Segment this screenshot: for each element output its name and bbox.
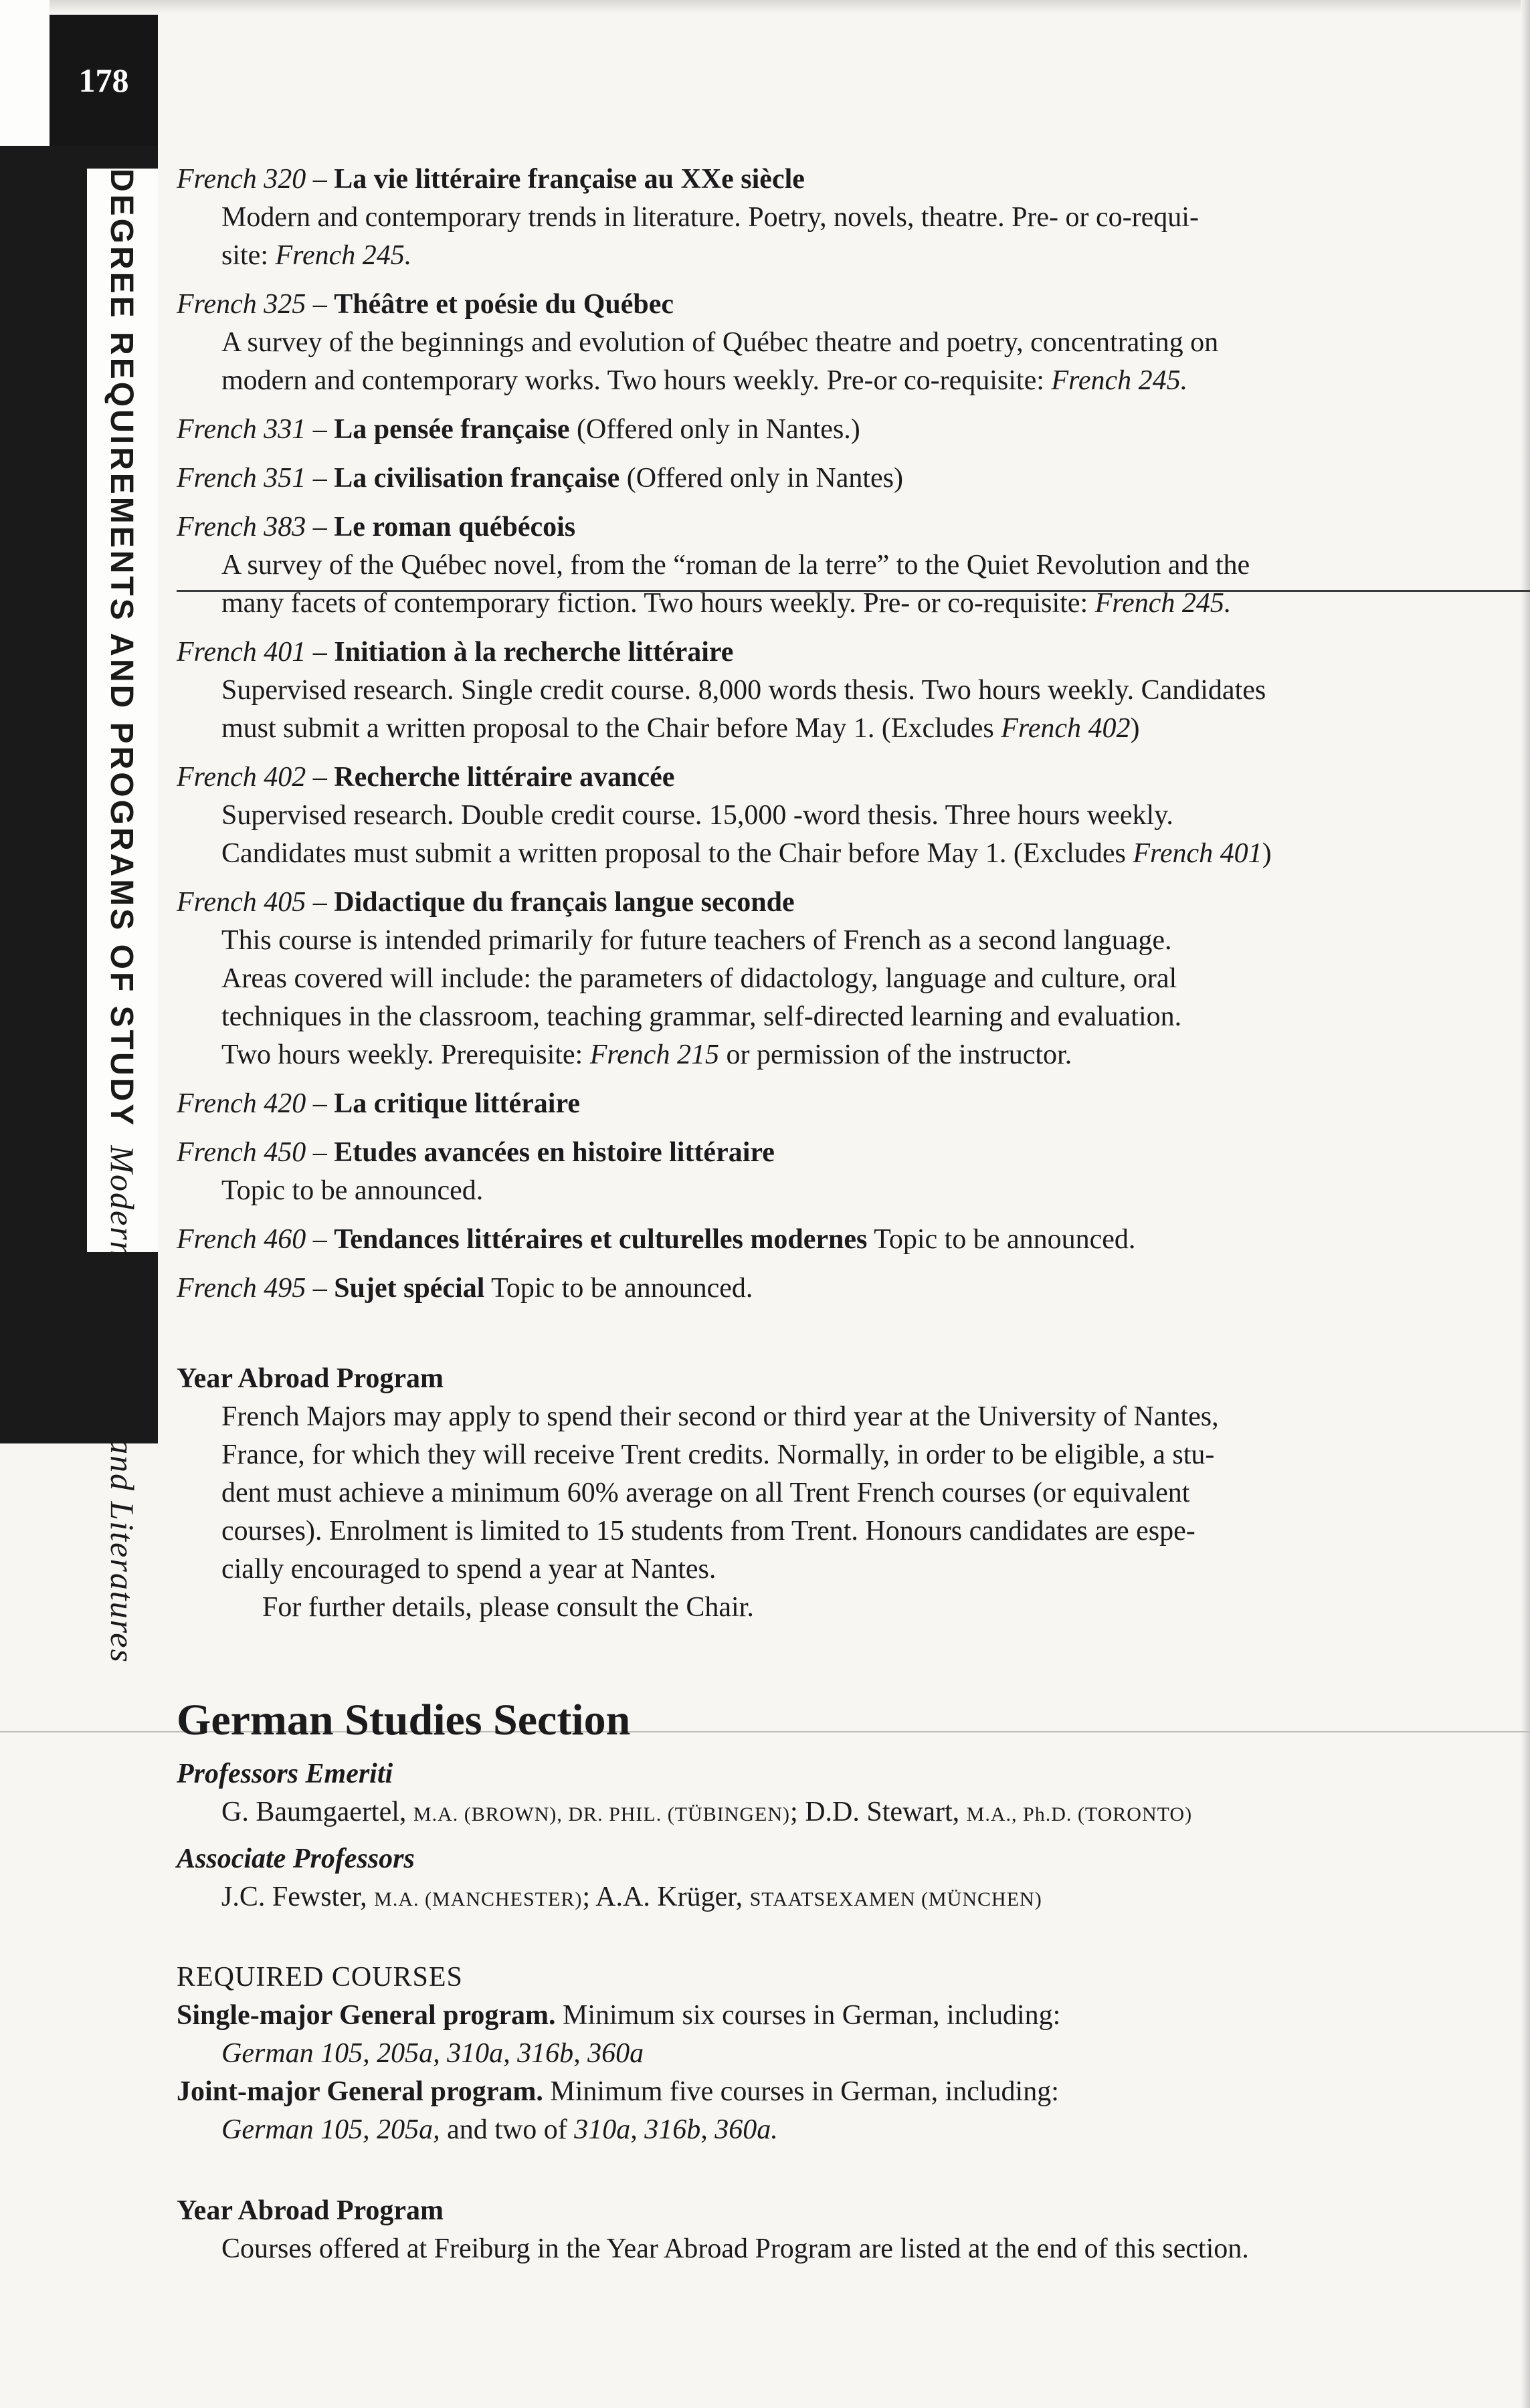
course-entry <box>177 633 1401 748</box>
course-description: Supervised research. Double credit course. 15,000 -word thesis. Three hours weekly. Candidates must submit a written proposal to the Chair before May 1. (Excludes French 401) <box>221 800 1272 869</box>
page-number: 178 <box>50 15 158 146</box>
german-year-abroad-text: Courses offered at Freiburg in the Year Abroad Program are listed at the end of this section. <box>221 2233 1249 2264</box>
course-entry <box>177 286 1401 400</box>
course-heading: French 325 – Théâtre et poésie du Québec <box>177 289 674 320</box>
course-number: French 460 <box>177 1224 306 1255</box>
course-title: Tendances littéraires et culturelles modernes <box>334 1224 868 1255</box>
main-content <box>177 161 1401 2268</box>
course-number: French 331 <box>177 414 306 445</box>
course-entry <box>177 1221 1401 1259</box>
course-number: French 450 <box>177 1137 306 1168</box>
faculty-names-emeriti: G. Baumgaertel, M.A. (BROWN), DR. PHIL. (TÜBINGEN); D.D. Stewart, M.A., Ph.D. (TORONTO) <box>221 1797 1193 1827</box>
course-entry <box>177 1085 1401 1123</box>
course-title: Théâtre et poésie du Québec <box>334 289 674 320</box>
single-major-courses: German 105, 205a, 310a, 316b, 360a <box>221 2038 644 2069</box>
course-title: Didactique du français langue seconde <box>334 887 795 918</box>
course-entry <box>177 759 1401 873</box>
course-note: Topic to be announced. <box>491 1273 753 1304</box>
course-title: Initiation à la recherche littéraire <box>334 637 734 668</box>
course-entry <box>177 884 1401 1074</box>
course-entry <box>177 1134 1401 1210</box>
course-heading: French 383 – Le roman québécois <box>177 512 576 542</box>
course-note: (Offered only in Nantes) <box>626 463 903 494</box>
course-entry <box>177 460 1401 498</box>
course-number: French 320 <box>177 164 306 195</box>
course-description: A survey of the beginnings and evolution of Québec theatre and poetry, concentrating on modern and contemporary works. Two hours weekly. Pre-or co-requisite: French 245. <box>221 327 1219 396</box>
course-heading: French 405 – Didactique du français langue seconde <box>177 887 795 918</box>
year-abroad-text: French Majors may apply to spend their second or third year at the University of Nantes, France, for which they will receive Trent credits. Normally, in order to be eligible, a stu- dent must achieve a minimum 60% average on all Trent French courses (or equivalent courses). Enrolment is limited to 15 students from Trent. Honours candidates are espe- cially encouraged to spend a year at Nantes. <box>221 1401 1219 1585</box>
joint-major-requirement: Joint-major General program. Minimum five courses in German, including: <box>177 2076 1059 2107</box>
side-heading <box>103 169 142 1664</box>
course-number: French 325 <box>177 289 306 320</box>
course-title: La vie littéraire française au XXe siècle <box>334 164 805 195</box>
course-description: A survey of the Québec novel, from the “roman de la terre” to the Quiet Revolution and the many facets of contemporary fiction. Two hours weekly. Pre- or co-requisite: French 245. <box>221 550 1250 619</box>
margin-blank <box>0 0 50 146</box>
year-abroad-heading: Year Abroad Program <box>177 1363 444 1394</box>
course-number: French 351 <box>177 463 306 494</box>
course-entry <box>177 508 1401 623</box>
course-number: French 383 <box>177 512 306 542</box>
side-heading-main: DEGREE REQUIREMENTS AND PROGRAMS OF STUDY <box>104 169 139 1128</box>
course-title: Le roman québécois <box>334 512 576 542</box>
course-heading: French 401 – Initiation à la recherche littéraire <box>177 637 734 668</box>
section-title: German Studies Section <box>177 1696 631 1744</box>
course-number: French 495 <box>177 1273 306 1304</box>
faculty-names-associate: J.C. Fewster, M.A. (MANCHESTER); A.A. Krüger, STAATSEXAMEN (MÜNCHEN) <box>221 1882 1042 1912</box>
scan-edge <box>1521 0 1530 2408</box>
course-heading: French 495 – Sujet spécial Topic to be announced. <box>177 1273 753 1304</box>
scan-shadow <box>0 0 1530 13</box>
faculty-role-emeriti: Professors Emeriti <box>177 1759 393 1789</box>
course-description: Supervised research. Single credit course. 8,000 words thesis. Two hours weekly. Candidates must submit a written proposal to the Chair before May 1. (Excludes French 402) <box>221 675 1266 744</box>
german-year-abroad-heading: Year Abroad Program <box>177 2195 444 2226</box>
course-title: La pensée française <box>334 414 570 445</box>
course-entry <box>177 1270 1401 1308</box>
faculty-role-associate: Associate Professors <box>177 1843 415 1874</box>
joint-major-courses: German 105, 205a, and two of 310a, 316b, 360a. <box>221 2114 778 2145</box>
side-heading-sub: Modern Languages and Literatures <box>104 1145 141 1664</box>
course-heading: French 460 – Tendances littéraires et culturelles modernes Topic to be announced. <box>177 1224 1136 1255</box>
single-major-requirement: Single-major General program. Minimum six courses in German, including: <box>177 2000 1061 2031</box>
course-title: Recherche littéraire avancée <box>334 762 675 793</box>
course-number: French 420 <box>177 1088 306 1119</box>
course-note: (Offered only in Nantes.) <box>577 414 860 445</box>
course-title: La civilisation française <box>334 463 620 494</box>
course-description: Topic to be announced. <box>221 1175 484 1206</box>
required-courses-heading: REQUIRED COURSES <box>177 1962 463 1993</box>
course-heading: French 402 – Recherche littéraire avancée <box>177 762 675 793</box>
year-abroad-further: For further details, please consult the Chair. <box>262 1592 754 1623</box>
course-entry <box>177 411 1401 449</box>
course-number: French 405 <box>177 887 306 918</box>
course-title: Etudes avancées en histoire littéraire <box>334 1137 775 1168</box>
course-heading: French 351 – La civilisation française (Offered only in Nantes) <box>177 463 903 494</box>
course-heading: French 320 – La vie littéraire française au XXe siècle <box>177 164 805 195</box>
course-entry <box>177 161 1401 275</box>
course-note: Topic to be announced. <box>874 1224 1136 1255</box>
course-heading: French 420 – La critique littéraire <box>177 1088 581 1119</box>
course-description: This course is intended primarily for future teachers of French as a second language. Areas covered will include: the parameters of didactology, language and culture, oral techniques in the classroom, teaching grammar, self-directed learning and evaluation. Two hours weekly. Prerequisite: French 215 or permission of the instructor. <box>221 925 1182 1070</box>
course-description: Modern and contemporary trends in literature. Poetry, novels, theatre. Pre- or co-requi- site: French 245. <box>221 202 1199 271</box>
course-number: French 401 <box>177 637 306 668</box>
course-title: Sujet spécial <box>334 1273 485 1304</box>
course-title: La critique littéraire <box>334 1088 581 1119</box>
course-number: French 402 <box>177 762 306 793</box>
course-heading: French 450 – Etudes avancées en histoire littéraire <box>177 1137 775 1168</box>
course-heading: French 331 – La pensée française (Offered only in Nantes.) <box>177 414 860 445</box>
